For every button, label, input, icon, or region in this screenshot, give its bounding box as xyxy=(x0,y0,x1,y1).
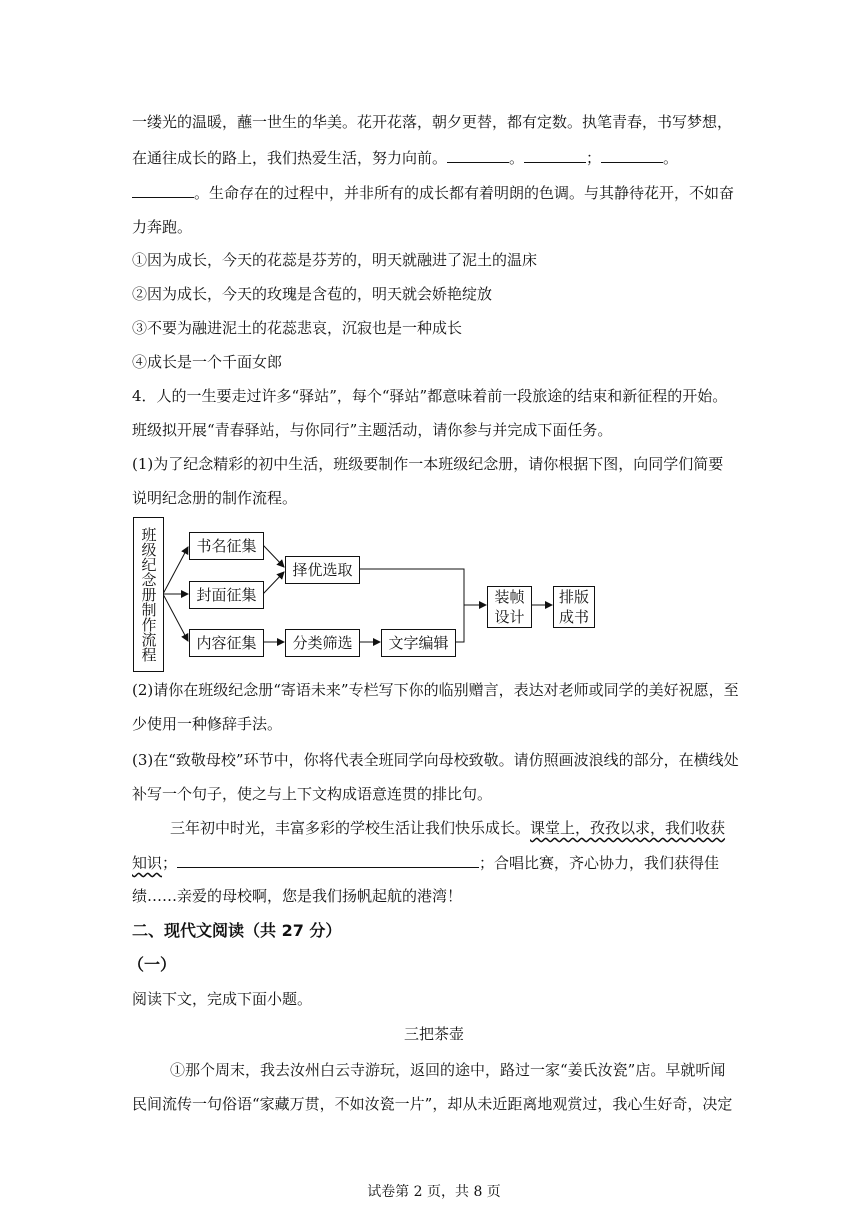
question-text: (2)请你在班级纪念册“寄语未来”专栏写下你的临别赠言，表达对老师或同学的美好祝愿，至 xyxy=(132,681,739,699)
passage-line: 三年初中时光，丰富多彩的学校生活让我们快乐成长。课堂上，孜孜以求，我们收获 xyxy=(170,819,726,837)
question-text: (1)为了纪念精彩的初中生活，班级要制作一本班级纪念册，请你根据下图，向同学们简要 xyxy=(132,455,724,473)
option-item: ②因为成长，今天的玫瑰是含苞的，明天就会娇艳绽放 xyxy=(132,285,493,303)
question-text: 4．人的一生要走过许多“驿站”，每个“驿站”都意味着前一段旅途的结束和新征程的开始。 xyxy=(132,387,728,405)
flowchart-start-box xyxy=(133,517,164,672)
flowchart-node-text-edit: 文字编辑 xyxy=(381,629,456,657)
paragraph-line: 力奔跑。 xyxy=(132,218,193,236)
page-footer: 试卷第 2 页，共 8 页 xyxy=(367,1184,501,1200)
question-text: 少使用一种修辞手法。 xyxy=(132,715,283,733)
arrow xyxy=(163,594,188,641)
question-text: 补写一个句子，使之与上下文构成语意连贯的排比句。 xyxy=(132,785,493,803)
arrow xyxy=(263,545,284,567)
flowchart-node-book-name: 书名征集 xyxy=(189,532,264,560)
instruction-text: 阅读下文，完成下面小题。 xyxy=(132,990,313,1008)
flowchart-start-label: 班级纪念册制作流程 xyxy=(139,527,158,662)
article-title: 三把茶壶 xyxy=(403,1025,464,1043)
flowchart-node-content: 内容征集 xyxy=(189,629,264,657)
wavy-underlined-text: 课堂上，孜孜以求，我们收获 xyxy=(530,819,726,837)
paragraph-line: 。生命存在的过程中，并非所有的成长都有着明朗的色调。与其静待花开，不如奋 xyxy=(132,182,742,203)
option-item: ④成长是一个千面女郎 xyxy=(132,353,283,371)
wavy-underlined-text: 知识 xyxy=(132,854,163,872)
flowchart-node-binding: 装帧 设计 xyxy=(487,586,532,628)
article-line: ①那个周末，我去汝州白云寺游玩，返回的途中，路过一家“姜氏汝瓷”店。早就听闻 xyxy=(170,1061,726,1079)
arrow xyxy=(263,572,284,594)
flowchart-node-classify: 分类筛选 xyxy=(285,629,360,657)
option-item: ①因为成长，今天的花蕊是芬芳的，明天就融进了泥土的温床 xyxy=(132,251,538,269)
article-line: 民间流传一句俗语“家藏万贯，不如汝瓷一片”，却从未近距离地观赏过，我心生好奇，决定 xyxy=(132,1095,733,1113)
flowchart-node-cover: 封面征集 xyxy=(189,581,264,609)
passage-line: 知识； ；合唱比赛，齐心协力，我们获得佳 xyxy=(132,854,720,872)
question-text: 说明纪念册的制作流程。 xyxy=(132,489,298,507)
passage-line: 绩……亲爱的母校啊，您是我们扬帆起航的港湾！ xyxy=(132,887,463,905)
paragraph-line: 在通往成长的路上，我们热爱生活，努力向前。 。 ； 。 xyxy=(132,149,679,167)
section-title: 二、现代文阅读（共 27 分） xyxy=(132,921,342,940)
answer-blank[interactable] xyxy=(177,852,479,868)
question-text: (3)在“致敬母校”环节中，你将代表全班同学向母校致敬。请仿照画波浪线的部分，在横线处 xyxy=(132,751,739,769)
question-text: 班级拟开展“青春驿站，与你同行”主题活动，请你参与并完成下面任务。 xyxy=(132,421,613,439)
flowchart-node-layout: 排版 成书 xyxy=(553,586,595,628)
option-item: ③不要为融进泥土的花蕊悲哀，沉寂也是一种成长 xyxy=(132,319,463,337)
paragraph-line: 一缕光的温暖，蘸一世生的华美。花开花落，朝夕更替，都有定数。执笔青春，书写梦想， xyxy=(132,113,733,131)
arrow xyxy=(163,547,188,594)
part-title: （一） xyxy=(128,955,177,974)
flowchart-node-select-best: 择优选取 xyxy=(285,556,360,584)
